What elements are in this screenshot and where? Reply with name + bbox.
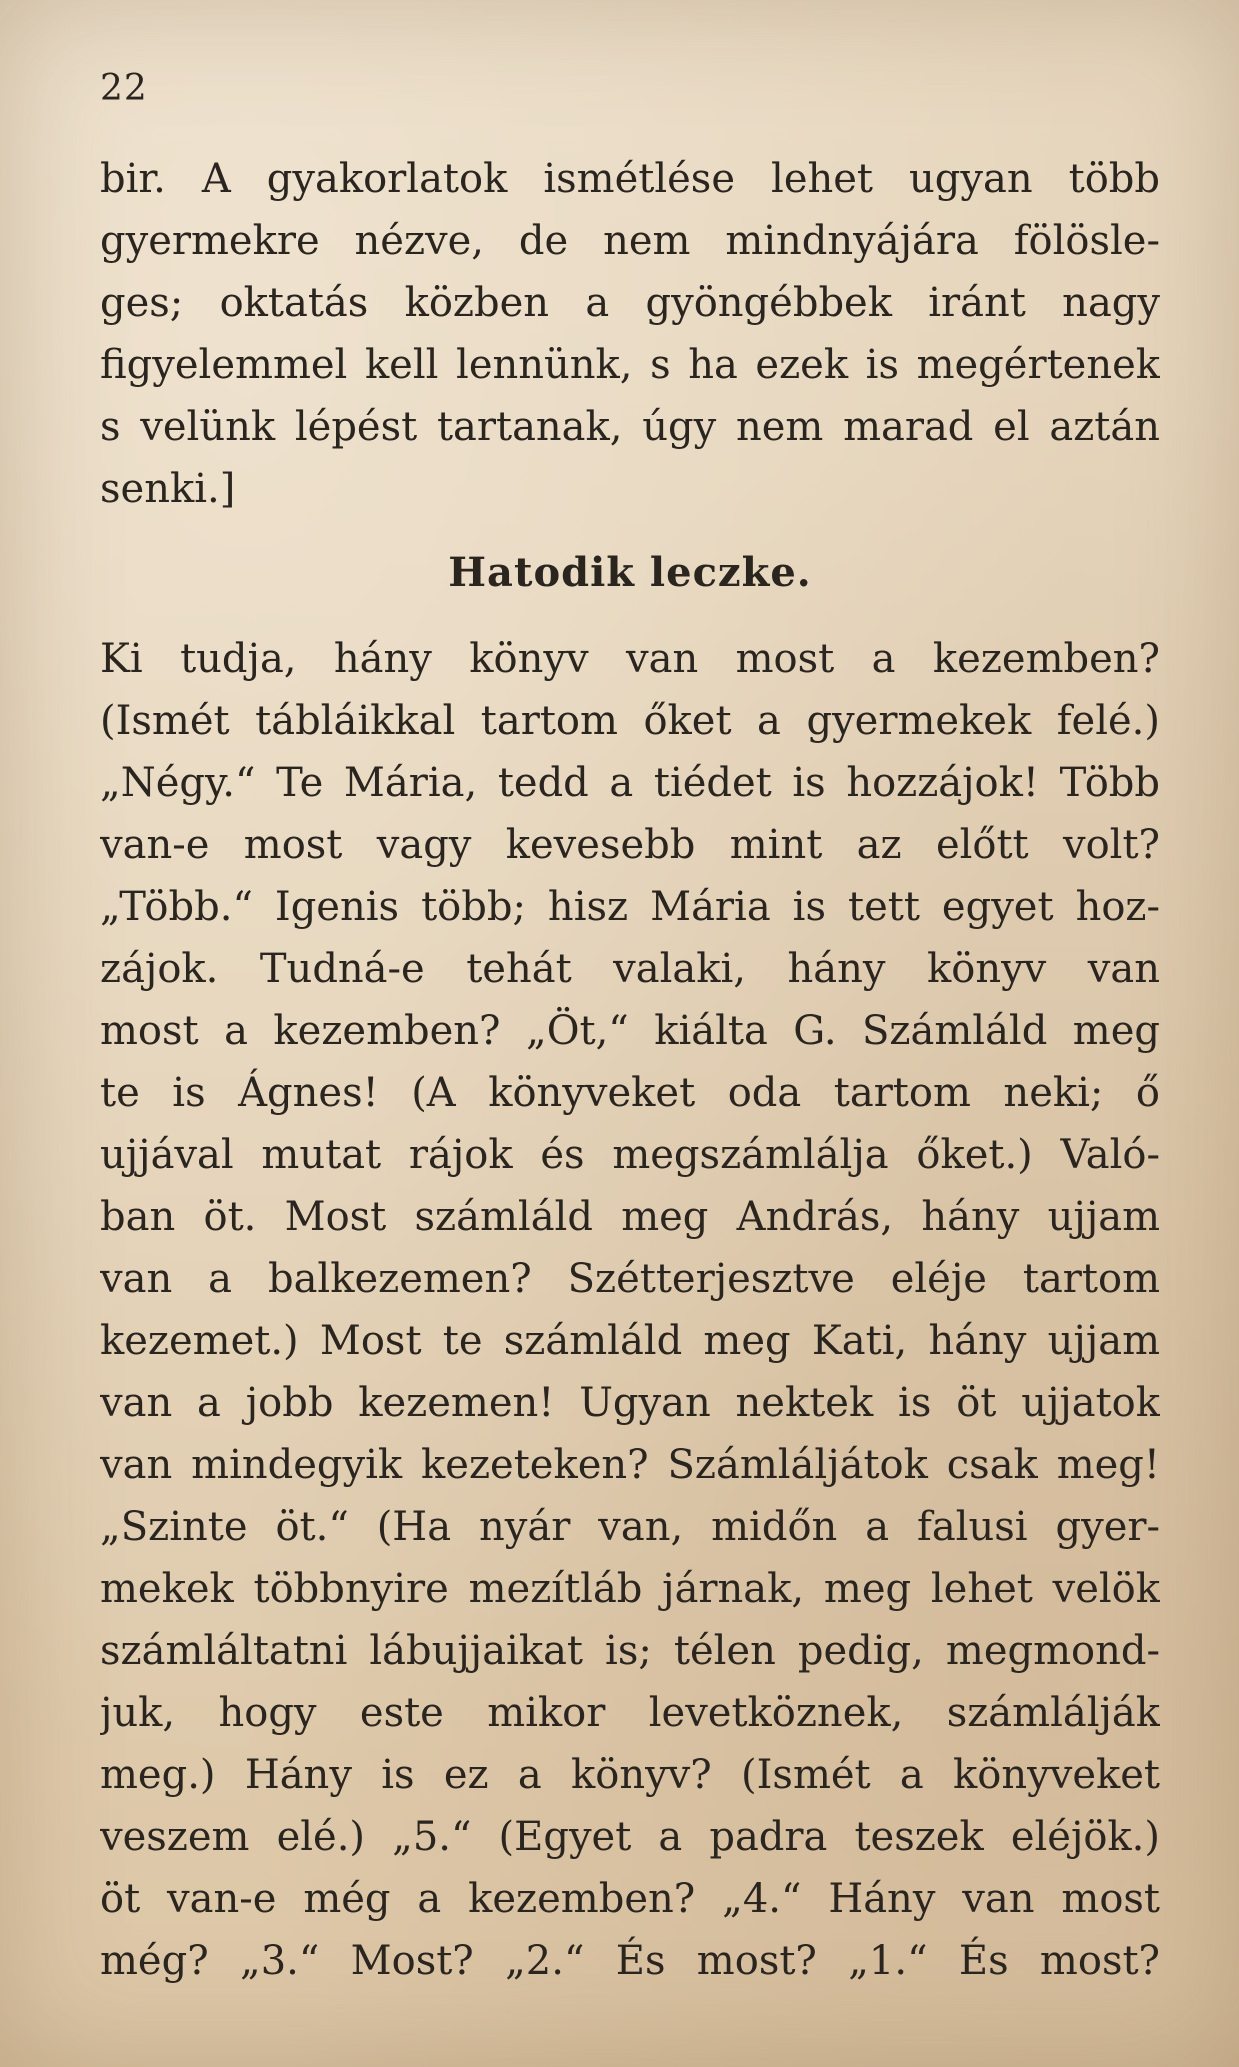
text-line: gyermekre nézve, de nem mindnyájára fölösle- — [100, 218, 1160, 264]
text-line: mekek többnyire mezítláb járnak, meg lehet velök — [100, 1566, 1160, 1612]
text-line: kezemet.) Most te számláld meg Kati, hány ujjam — [100, 1318, 1160, 1364]
text-line: zájok. Tudná-e tehát valaki, hány könyv van — [100, 946, 1160, 992]
text-line: van a jobb kezemen! Ugyan nektek is öt ujjatok — [100, 1380, 1160, 1426]
text-line: meg.) Hány is ez a könyv? (Ismét a könyveket — [100, 1752, 1160, 1798]
text-line: ban öt. Most számláld meg András, hány ujjam — [100, 1194, 1160, 1240]
text-line: még? „3.“ Most? „2.“ És most? „1.“ És most? — [100, 1938, 1160, 1984]
page-text — [100, 148, 1160, 1992]
text-line: senki.] — [100, 466, 236, 512]
text-line: veszem elé.) „5.“ (Egyet a padra teszek eléjök.) — [100, 1814, 1160, 1860]
text-line: ujjával mutat rájok és megszámlálja őket.) Való- — [100, 1132, 1160, 1178]
text-line: bir. A gyakorlatok ismétlése lehet ugyan több — [100, 156, 1160, 202]
text-line: s velünk lépést tartanak, úgy nem marad el aztán — [100, 404, 1160, 450]
text-line: „Több.“ Igenis több; hisz Mária is tett egyet hoz- — [100, 884, 1160, 930]
text-line: van mindegyik kezeteken? Számláljátok csak meg! — [100, 1442, 1160, 1488]
text-line: te is Ágnes! (A könyveket oda tartom neki; ő — [100, 1070, 1160, 1116]
section-heading: Hatodik leczke. — [448, 549, 812, 596]
text-line: „Szinte öt.“ (Ha nyár van, midőn a falusi gyer- — [100, 1504, 1160, 1550]
text-line: van a balkezemen? Szétterjesztve eléje tartom — [100, 1256, 1160, 1302]
text-line: öt van-e még a kezemben? „4.“ Hány van most — [100, 1876, 1160, 1922]
text-line: ges; oktatás közben a gyöngébbek iránt nagy — [100, 280, 1160, 326]
text-line: „Négy.“ Te Mária, tedd a tiédet is hozzájok! Több — [100, 760, 1160, 806]
text-line: figyelemmel kell lennünk, s ha ezek is megértenek — [100, 342, 1160, 388]
text-line: van-e most vagy kevesebb mint az előtt volt? — [100, 822, 1160, 868]
text-line: most a kezemben? „Öt,“ kiálta G. Számláld meg — [100, 1008, 1160, 1054]
text-line: Ki tudja, hány könyv van most a kezemben? — [100, 636, 1160, 682]
text-line: juk, hogy este mikor levetköznek, számlálják — [100, 1690, 1160, 1736]
text-line: számláltatni lábujjaikat is; télen pedig, megmond- — [100, 1628, 1160, 1674]
page-number: 22 — [100, 68, 148, 109]
paragraph-2 — [100, 628, 1160, 1992]
text-line: (Ismét tábláikkal tartom őket a gyermekek felé.) — [100, 698, 1160, 744]
paragraph-1 — [100, 148, 1160, 520]
